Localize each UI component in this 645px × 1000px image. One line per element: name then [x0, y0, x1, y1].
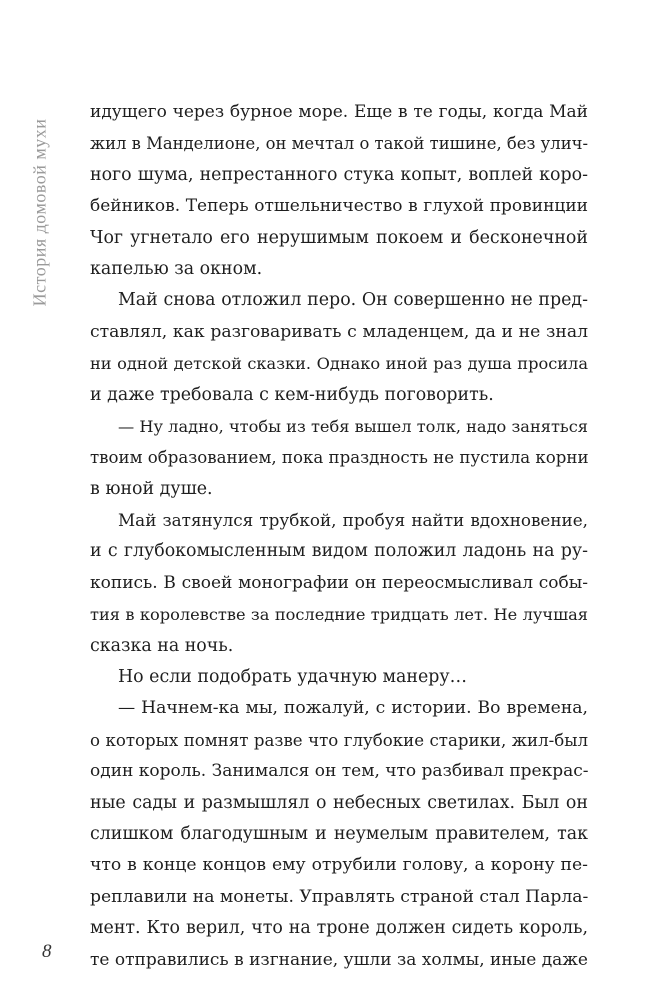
- text-line: реплавили на монеты. Управлять страной стал Парла-: [90, 886, 589, 907]
- text-line: слишком благодушным и неумелым правителем, так: [90, 823, 588, 844]
- text-line: о которых помнят разве что глубокие старики, жил-был: [90, 730, 588, 750]
- body-text: [90, 97, 588, 976]
- page-number: 8: [42, 941, 52, 962]
- running-head-text: История домовой мухи: [29, 118, 50, 307]
- text-line: и даже требовала с кем-нибудь поговорить.: [90, 384, 494, 405]
- text-line: ставлял, как разговаривать с младенцем, да и не знал: [90, 321, 588, 342]
- text-line: Чог угнетало его нерушимым покоем и бесконечной: [90, 227, 588, 248]
- text-line: те отправились в изгнание, ушли за холмы, иные даже: [90, 949, 588, 970]
- text-line: ные сады и размышлял о небесных светилах. Был он: [90, 792, 588, 813]
- text-line: и с глубокомысленным видом положил ладонь на ру-: [90, 541, 588, 562]
- text-line: в юной душе.: [90, 478, 213, 499]
- text-line: сказка на ночь.: [90, 635, 234, 656]
- text-line: идущего через бурное море. Еще в те годы, когда Май: [90, 102, 588, 122]
- text-line: твоим образованием, пока праздность не пустила корни: [90, 448, 589, 468]
- running-head: [28, 100, 52, 325]
- text-line: капелью за окном.: [90, 258, 263, 279]
- text-line: копись. В своей монографии он переосмысливал собы-: [90, 572, 588, 593]
- text-line: что в конце концов ему отрубили голову, а корону пе-: [90, 855, 588, 876]
- text-line: жил в Манделионе, он мечтал о такой тишине, без улич-: [90, 134, 588, 154]
- text-line: мент. Кто верил, что на троне должен сидеть король,: [90, 918, 588, 939]
- text-line: ни одной детской сказки. Однако иной раз душа просила: [90, 354, 588, 374]
- text-line: Май снова отложил перо. Он совершенно не пред-: [118, 290, 588, 311]
- text-line: тия в королевстве за последние тридцать лет. Не лучшая: [90, 605, 588, 625]
- text-line: — Начнем-ка мы, пожалуй, с истории. Во времена,: [118, 698, 588, 719]
- text-line: — Ну ладно, чтобы из тебя вышел толк, надо заняться: [118, 416, 588, 436]
- text-line: один король. Занимался он тем, что разбивал прекрас-: [90, 761, 589, 782]
- text-line: Май затянулся трубкой, пробуя найти вдохновение,: [118, 510, 588, 531]
- text-line: ного шума, непрестанного стука копыт, воплей коро-: [90, 164, 588, 185]
- text-line: бейников. Теперь отшельничество в глухой провинции: [90, 196, 588, 217]
- text-line: Но если подобрать удачную манеру…: [118, 667, 468, 688]
